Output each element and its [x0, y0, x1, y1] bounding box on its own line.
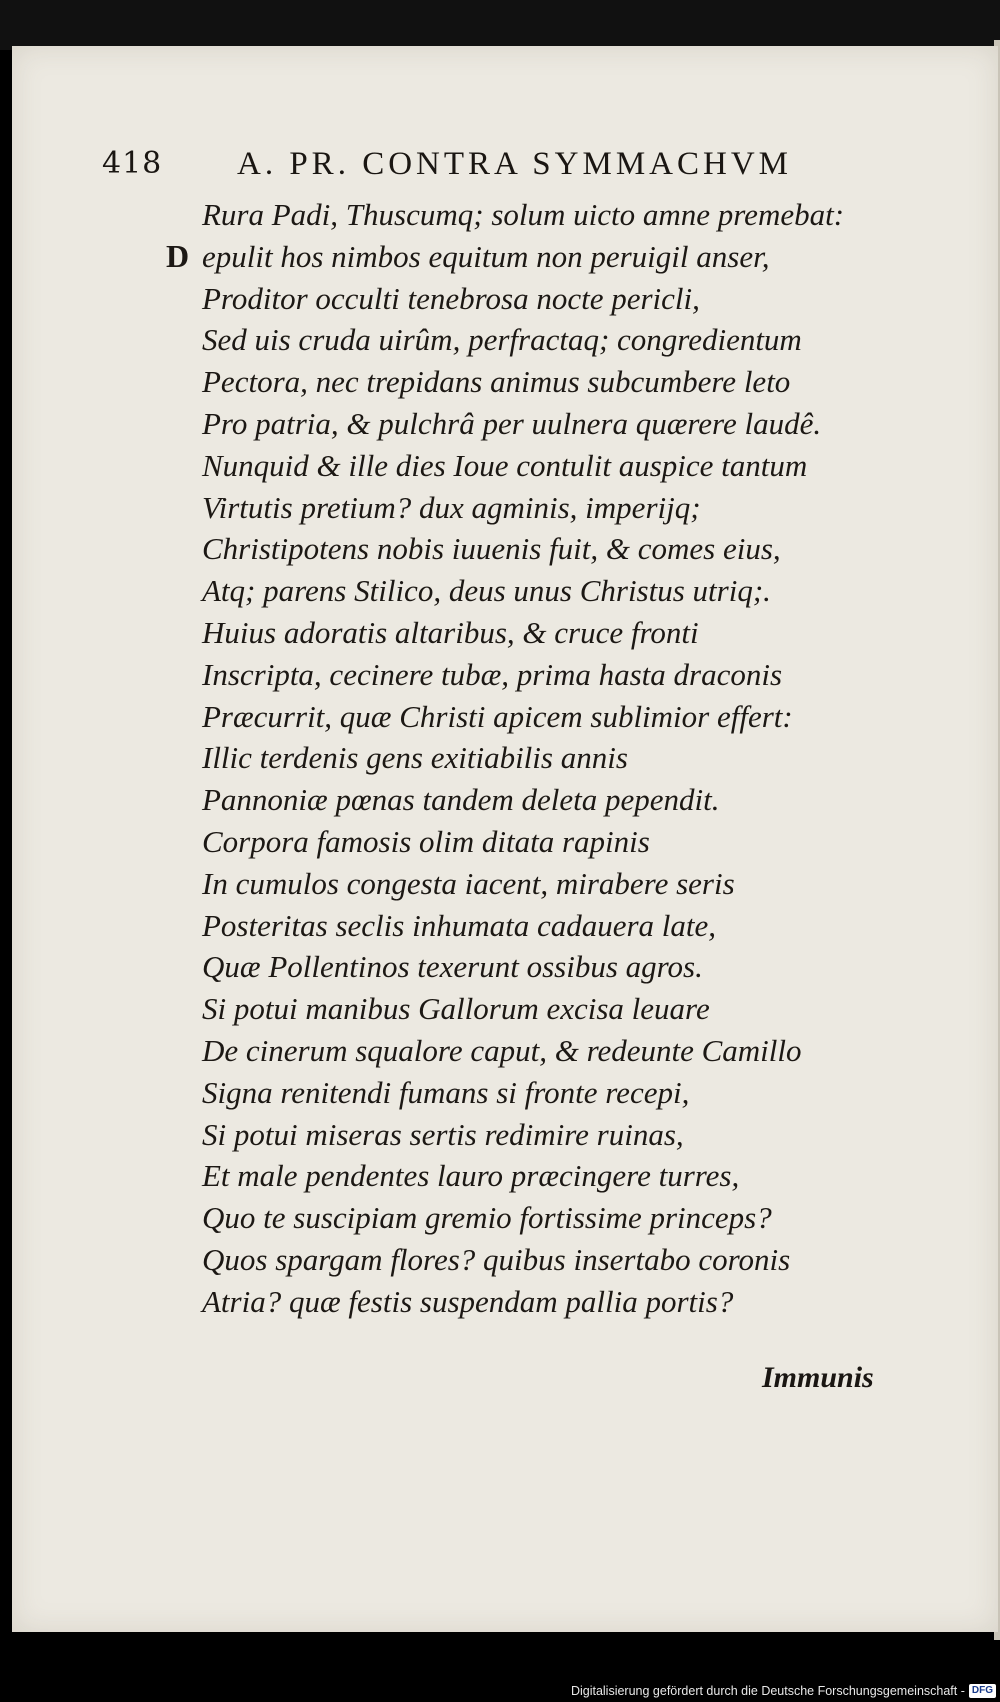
verse-line: Atria? quæ festis suspendam pallia portis? — [202, 1283, 734, 1319]
verse-line: Si potui miseras sertis redimire ruinas, — [202, 1116, 684, 1152]
verse-line: Signa renitendi fumans si fronte recepi, — [202, 1074, 690, 1110]
verse-line: Nunquid & ille dies Ioue contulit auspice tantum — [202, 447, 808, 483]
verse-line: Christipotens nobis iuuenis fuit, & comes eius, — [202, 531, 781, 567]
verse-line: Atq; parens Stilico, deus unus Christus utriq;. — [202, 573, 771, 609]
verse-text: epulit hos nimbos equitum non peruigil anser, — [202, 238, 770, 274]
verse-line-with-initial — [12, 236, 998, 278]
page-number: 418 — [102, 146, 163, 181]
catchword: Immunis — [762, 1361, 874, 1394]
digitization-credit — [571, 1680, 996, 1702]
page-header — [102, 146, 862, 196]
dfg-logo: DFG — [969, 1684, 996, 1698]
credit-text: Digitalisierung gefördert durch die Deutsche Forschungsgemeinschaft - — [570, 1684, 965, 1698]
verse-line: Proditor occulti tenebrosa nocte pericli, — [202, 280, 700, 316]
marginal-initial: D — [166, 237, 190, 274]
verse-line: Virtutis pretium? dux agminis, imperijq; — [202, 489, 701, 525]
verse-line: Quos spargam flores? quibus insertabo coronis — [202, 1241, 791, 1277]
verse-line: Posteritas seclis inhumata cadauera late, — [202, 907, 717, 943]
verse-line: Quæ Pollentinos texerunt ossibus agros. — [202, 949, 703, 985]
scan-top-border — [0, 0, 1000, 50]
verse-line: Sed uis cruda uirûm, perfractaq; congredientum — [202, 322, 802, 358]
verse-line: In cumulos congesta iacent, mirabere seris — [202, 865, 735, 901]
verse-line: Si potui manibus Gallorum excisa leuare — [202, 991, 710, 1027]
verse-list — [12, 194, 998, 1323]
running-head: A. PR. CONTRA SYMMACHVM — [237, 146, 793, 182]
verse-line: Corpora famosis olim ditata rapinis — [202, 823, 650, 859]
verse-line: Huius adoratis altaribus, & cruce fronti — [202, 614, 699, 650]
verse-line: Pannoniæ pœnas tandem deleta pependit. — [202, 782, 720, 818]
verse-line: Pro patria, & pulchrâ per uulnera quærere laudê. — [202, 405, 822, 441]
verse-line: Et male pendentes lauro præcingere turres, — [202, 1158, 740, 1194]
verse-line: Quo te suscipiam gremio fortissime princeps? — [202, 1200, 772, 1236]
book-page — [12, 46, 998, 1632]
verse-line: Pectora, nec trepidans animus subcumbere leto — [202, 364, 791, 400]
verse-line: Rura Padi, Thuscumq; solum uicto amne premebat: — [202, 197, 845, 232]
verse-line: Inscripta, cecinere tubæ, prima hasta draconis — [202, 656, 783, 692]
verse-line: De cinerum squalore caput, & redeunte Camillo — [202, 1032, 802, 1068]
verse-line: Præcurrit, quæ Christi apicem sublimior effert: — [202, 698, 793, 734]
verse-line: Illic terdenis gens exitiabilis annis — [202, 740, 628, 776]
